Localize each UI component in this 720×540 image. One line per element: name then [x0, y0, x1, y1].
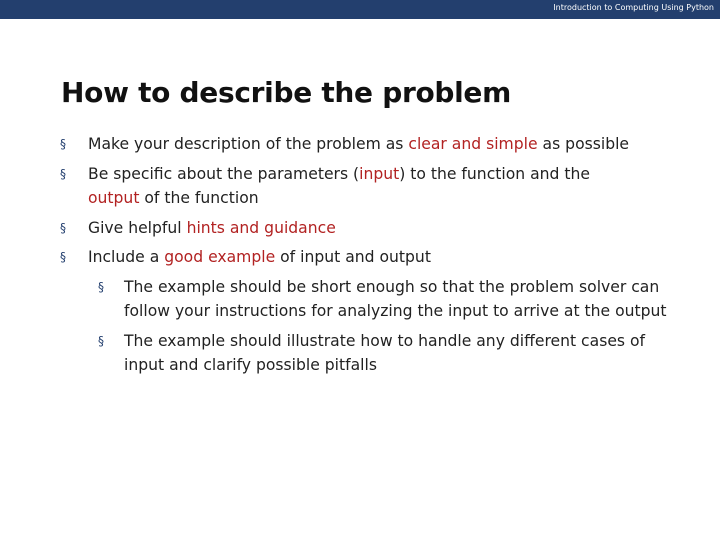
- bullet-text: Give helpful: [88, 218, 187, 237]
- sub-bullet-text: The example should illustrate how to handle any different cases of input and clarify possible pitfalls: [124, 331, 646, 374]
- bullet-icon: §: [60, 220, 66, 235]
- bullet-highlight: output: [88, 189, 140, 207]
- bullet-text: Include a: [88, 248, 165, 266]
- bullet-highlight: input: [359, 164, 400, 183]
- slide-title: How to describe the problem: [61, 76, 511, 109]
- bullet-icon: §: [98, 333, 104, 348]
- bullet-text: as possible: [537, 135, 630, 153]
- header-bar: [0, 0, 720, 19]
- bullet-item: [60, 245, 680, 270]
- course-title: Introduction to Computing Using Python: [553, 3, 714, 12]
- sub-bullet-item: [60, 275, 680, 324]
- bullet-highlight: clear and simple: [408, 135, 538, 153]
- bullet-highlight: good example: [164, 248, 276, 266]
- bullet-item: [60, 132, 680, 157]
- bullet-icon: §: [60, 166, 66, 181]
- bullet-text: ) to the function and the: [399, 164, 590, 183]
- bullet-text: of the function: [139, 189, 259, 207]
- sub-bullet-item: [60, 329, 680, 378]
- bullet-text: Be specific about the parameters (: [88, 164, 360, 183]
- sub-bullet-text: The example should be short enough so that the problem solver can follow your instructions for analyzing the input to arrive at the output: [124, 277, 667, 320]
- bullet-icon: §: [98, 279, 104, 294]
- bullet-text: Make your description of the problem as: [88, 135, 409, 153]
- bullet-icon: §: [60, 137, 66, 151]
- bullet-item: [60, 216, 680, 241]
- bullet-text: of input and output: [275, 248, 431, 266]
- bullet-highlight: hints and guidance: [186, 218, 336, 237]
- bullet-item: [60, 162, 680, 211]
- bullet-icon: §: [60, 250, 66, 264]
- bullet-list: [60, 132, 680, 383]
